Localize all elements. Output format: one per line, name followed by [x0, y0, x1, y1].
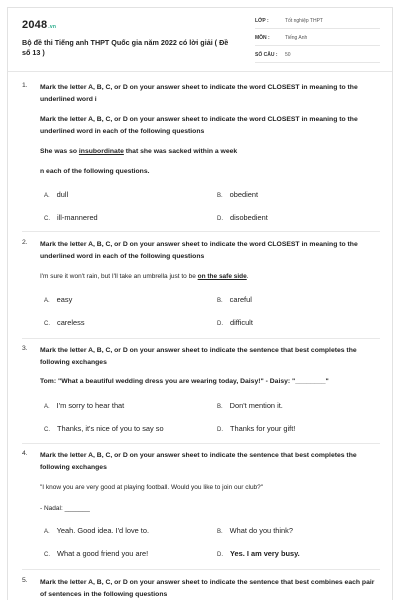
meta-value: Tốt nghiệp THPT	[285, 18, 323, 24]
question-instruction: Mark the letter A, B, C, or D on your answer sheet to indicate the sentence that best combines each pair of sentences in the following questions	[40, 579, 375, 598]
meta-row-subject	[255, 31, 380, 46]
underlined-word: insubordinate	[78, 148, 124, 155]
option-d[interactable]: D. Thanks for your gift!	[217, 424, 296, 433]
question-divider	[22, 338, 380, 339]
option-a[interactable]: A. Yeah. Good idea. I'd love to.	[44, 526, 150, 535]
question-sentence: "I know you are very good at playing football. Would you like to join our club?"	[40, 484, 264, 491]
option-d[interactable]: D. Yes. I am very busy.	[217, 549, 300, 558]
question-number: 3.	[22, 345, 28, 352]
option-d[interactable]: D. difficult	[217, 318, 253, 327]
document-title: Bộ đề thi Tiếng anh THPT Quốc gia năm 2022 có lời giải ( Đề số 13 )	[22, 38, 229, 57]
question-instruction: Mark the letter A, B, C, or D on your answer sheet to indicate the sentence that best completes the following exchanges	[40, 347, 357, 366]
option-b[interactable]: B. careful	[217, 295, 252, 304]
option-a[interactable]: A. dull	[44, 190, 69, 199]
question-sentence: Tom: "What a beautiful wedding dress you are wearing today, Daisy!" - Daisy: "________"	[40, 378, 329, 385]
question-sentence: She was so insubordinate that she was sacked within a week	[40, 148, 238, 155]
meta-row-question-count	[255, 48, 380, 63]
option-b[interactable]: B. Don't mention it.	[217, 401, 283, 410]
question-number: 5.	[22, 577, 28, 584]
option-c[interactable]: C. Thanks, it's nice of you to say so	[44, 424, 164, 433]
underlined-phrase: on the safe side	[197, 273, 247, 280]
question-instruction: Mark the letter A, B, C, or D on your answer sheet to indicate the word CLOSEST in meaning to the underlined word in each of the following questions	[40, 241, 358, 260]
question-extra-text: n each of the following questions.	[40, 168, 150, 175]
question-number: 2.	[22, 239, 28, 246]
question-instruction-repeat: Mark the letter A, B, C, or D on your answer sheet to indicate the word CLOSEST in meaning to the underlined word in each of the following questions	[40, 116, 358, 135]
meta-key: MÔN :	[255, 35, 270, 41]
option-c[interactable]: C. ill-mannered	[44, 213, 98, 222]
option-b[interactable]: B. What do you think?	[217, 526, 293, 535]
question-sentence: I'm sure it won't rain, but I'll take an umbrella just to be on the safe side.	[40, 273, 249, 280]
question-divider	[22, 569, 380, 570]
site-logo[interactable]: 2048.vn	[22, 19, 57, 31]
page-header	[8, 8, 392, 72]
option-a[interactable]: A. easy	[44, 295, 73, 304]
question-instruction: Mark the letter A, B, C, or D on your answer sheet to indicate the word CLOSEST in meaning to the underlined word i	[40, 84, 358, 103]
question-number: 1.	[22, 82, 28, 89]
question-number: 4.	[22, 450, 28, 457]
question-instruction: Mark the letter A, B, C, or D on your answer sheet to indicate the sentence that best completes the following exchanges	[40, 452, 357, 471]
option-d[interactable]: D. disobedient	[217, 213, 268, 222]
option-b[interactable]: B. obedient	[217, 190, 259, 199]
option-c[interactable]: C. careless	[44, 318, 85, 327]
meta-key: LỚP :	[255, 18, 269, 24]
meta-key: SỐ CÂU :	[255, 52, 278, 58]
exam-page	[7, 7, 393, 600]
option-a[interactable]: A. I'm sorry to hear that	[44, 401, 125, 410]
meta-value: Tiếng Anh	[285, 35, 308, 41]
meta-row-class	[255, 14, 380, 29]
question-divider	[22, 231, 380, 232]
option-c[interactable]: C. What a good friend you are!	[44, 549, 149, 558]
meta-value: 50	[285, 52, 291, 58]
question-sentence-reply: - Nadal: _______	[40, 505, 90, 512]
question-divider	[22, 443, 380, 444]
